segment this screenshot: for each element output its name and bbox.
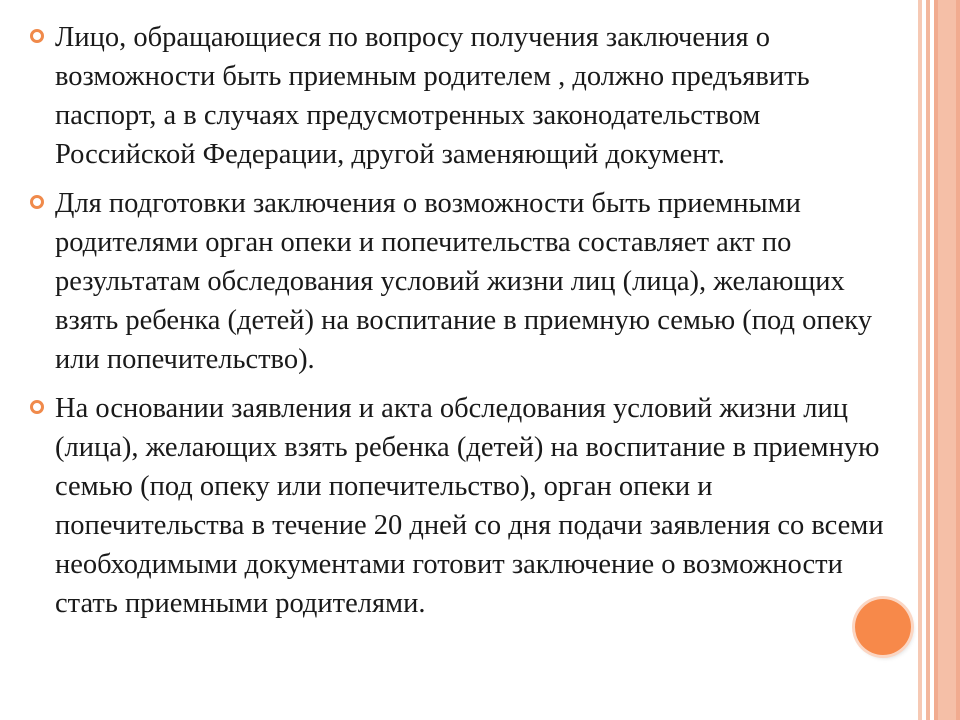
- decorative-stripe-thin: [918, 0, 922, 720]
- bullet-text-2: Для подготовки заключения о возможности быть приемными родителями орган опеки и попечительства составляет акт по результатам обследования условий жизни лиц (лица), желающих взять ребенка (детей) на воспитание в приемную семью (под опеку или попечительство).: [55, 188, 872, 375]
- slide-content: [30, 18, 900, 633]
- orange-ring-bullet-icon: [30, 400, 44, 414]
- orange-ring-bullet-icon: [30, 195, 44, 209]
- bullet-text-1: Лицо, обращающиеся по вопросу получения заключения о возможности быть приемным родителем , должно предъявить паспорт, а в случаях предусмотренных законодательством Российской Федерации, другой заменяющий документ.: [55, 22, 810, 170]
- bullet-text-3: На основании заявления и акта обследования условий жизни лиц (лица), желающих взять ребенка (детей) на воспитание в приемную семью (под опеку или попечительство), орган опеки и попечительства в течение 20 дней со дня подачи заявления со всеми необходимыми документами готовит заключение о возможности стать приемными родителями.: [55, 393, 884, 619]
- decorative-stripe-medium: [926, 0, 930, 720]
- decorative-stripe-wide-inner: [938, 0, 956, 720]
- bullet-item-2: [30, 184, 900, 379]
- bullet-item-3: [30, 389, 900, 623]
- orange-ring-bullet-icon: [30, 29, 44, 43]
- orange-circle-icon: [855, 599, 911, 655]
- bullet-item-1: [30, 18, 900, 174]
